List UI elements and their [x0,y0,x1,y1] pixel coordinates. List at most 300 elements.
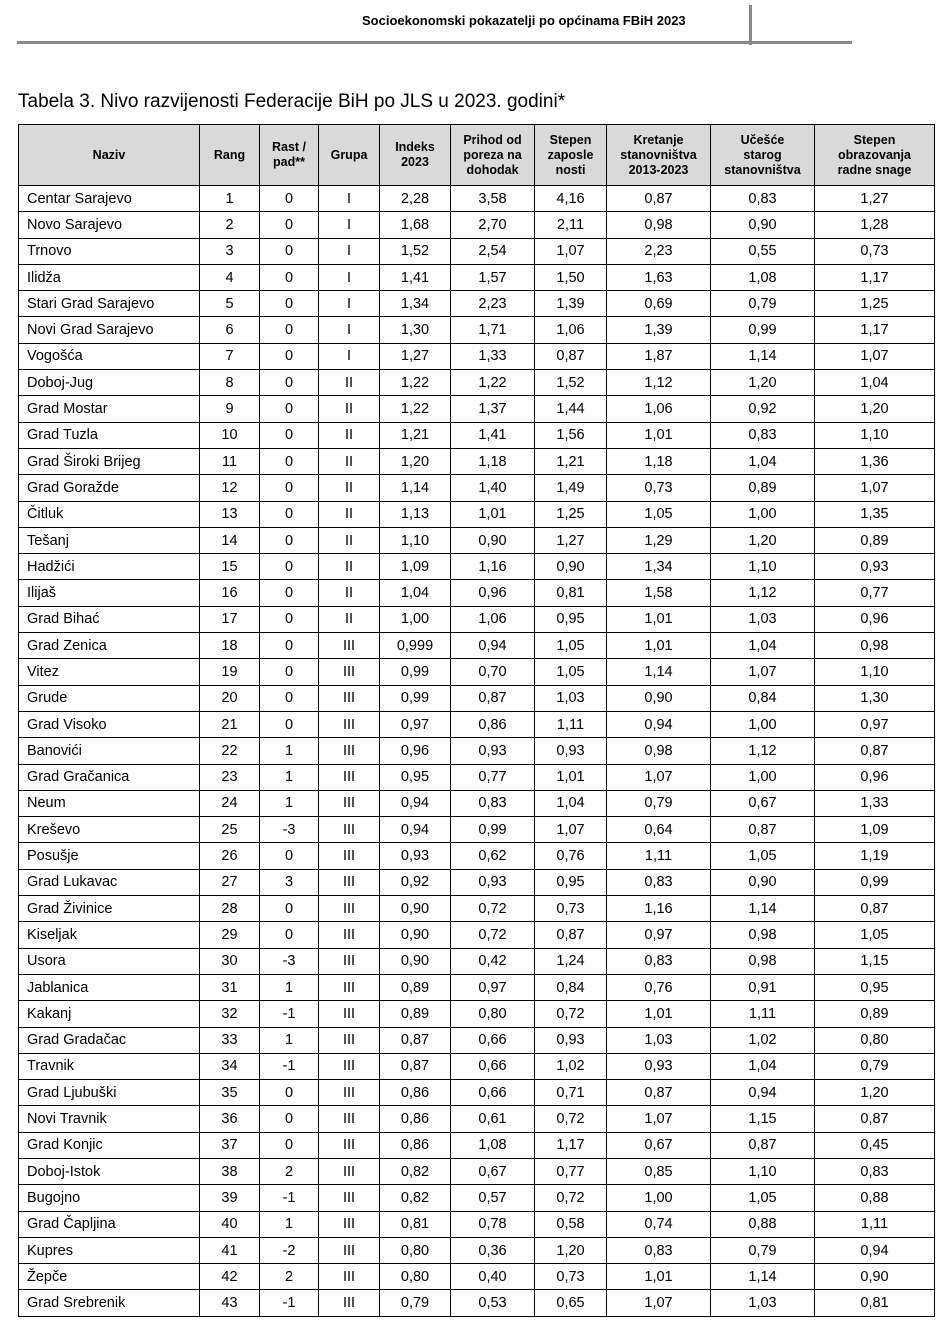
cell-kretanje: 1,39 [607,317,711,343]
cell-rast-pad: -1 [260,1185,319,1211]
cell-indeks: 2,28 [380,186,451,212]
cell-stepen-obrazovanja: 0,98 [815,633,935,659]
table-row [19,1001,935,1027]
column-header-col-rang [200,125,260,186]
cell-grupa: III [319,974,380,1000]
cell-naziv: Ilijaš [19,580,200,606]
cell-stepen-obrazovanja: 0,96 [815,606,935,632]
cell-rast-pad: 0 [260,1080,319,1106]
cell-stepen-zaposlenosti: 0,95 [535,869,607,895]
table-row [19,1053,935,1079]
cell-naziv: Grad Goražde [19,475,200,501]
cell-grupa: III [319,1053,380,1079]
cell-prihod: 0,93 [451,738,535,764]
cell-rast-pad: -1 [260,1053,319,1079]
cell-indeks: 0,89 [380,1001,451,1027]
column-header-line: stanovništva [724,162,801,177]
table-row [19,291,935,317]
cell-grupa: II [319,606,380,632]
cell-stepen-obrazovanja: 0,87 [815,896,935,922]
cell-naziv: Grad Zenica [19,633,200,659]
cell-ucesce: 0,87 [711,1132,815,1158]
cell-kretanje: 0,93 [607,1053,711,1079]
cell-prihod: 1,01 [451,501,535,527]
cell-prihod: 0,70 [451,659,535,685]
cell-stepen-obrazovanja: 1,20 [815,396,935,422]
cell-kretanje: 1,05 [607,501,711,527]
table-row [19,659,935,685]
cell-ucesce: 0,98 [711,922,815,948]
cell-prihod: 0,99 [451,817,535,843]
cell-prihod: 0,66 [451,1027,535,1053]
cell-prihod: 0,80 [451,1001,535,1027]
cell-kretanje: 1,14 [607,659,711,685]
cell-prihod: 1,16 [451,554,535,580]
table-row [19,711,935,737]
cell-grupa: III [319,817,380,843]
cell-stepen-zaposlenosti: 1,03 [535,685,607,711]
cell-kretanje: 0,90 [607,685,711,711]
cell-grupa: I [319,186,380,212]
column-header-line: Kretanje [633,132,684,147]
cell-rang: 18 [200,633,260,659]
cell-kretanje: 0,87 [607,186,711,212]
cell-stepen-obrazovanja: 1,33 [815,790,935,816]
table-row [19,869,935,895]
table-row [19,212,935,238]
cell-indeks: 1,34 [380,291,451,317]
cell-rang: 9 [200,396,260,422]
table-row [19,264,935,290]
cell-grupa: III [319,1080,380,1106]
cell-rang: 5 [200,291,260,317]
cell-ucesce: 1,02 [711,1027,815,1053]
column-header-line: 2023 [401,155,429,169]
column-header-line: Rast / [271,140,307,154]
cell-indeks: 1,30 [380,317,451,343]
cell-stepen-zaposlenosti: 1,06 [535,317,607,343]
table-row [19,1264,935,1290]
cell-grupa: II [319,448,380,474]
cell-indeks: 0,87 [380,1053,451,1079]
cell-stepen-zaposlenosti: 0,71 [535,1080,607,1106]
cell-stepen-obrazovanja: 0,81 [815,1290,935,1316]
cell-indeks: 0,90 [380,948,451,974]
cell-stepen-zaposlenosti: 0,73 [535,1264,607,1290]
cell-naziv: Novi Grad Sarajevo [19,317,200,343]
table-row [19,238,935,264]
cell-rang: 42 [200,1264,260,1290]
cell-stepen-obrazovanja: 0,87 [815,1106,935,1132]
column-header-line: Stepen [549,132,592,147]
cell-rang: 26 [200,843,260,869]
cell-stepen-zaposlenosti: 1,39 [535,291,607,317]
column-header-line: Rang [213,147,246,162]
cell-indeks: 1,68 [380,212,451,238]
cell-stepen-zaposlenosti: 0,84 [535,974,607,1000]
column-header-line: radne snage [837,162,912,177]
cell-rast-pad: 1 [260,1211,319,1237]
cell-indeks: 0,86 [380,1106,451,1132]
cell-stepen-obrazovanja: 1,05 [815,922,935,948]
cell-kretanje: 0,74 [607,1211,711,1237]
cell-grupa: III [319,711,380,737]
cell-stepen-obrazovanja: 1,11 [815,1211,935,1237]
cell-kretanje: 1,01 [607,1001,711,1027]
cell-rang: 10 [200,422,260,448]
column-header-col-stepen-obrazovanja [815,125,935,186]
cell-kretanje: 1,01 [607,633,711,659]
cell-indeks: 1,04 [380,580,451,606]
cell-kretanje: 0,83 [607,948,711,974]
cell-indeks: 1,21 [380,422,451,448]
cell-kretanje: 1,16 [607,896,711,922]
cell-ucesce: 0,79 [711,291,815,317]
cell-rang: 21 [200,711,260,737]
cell-naziv: Centar Sarajevo [19,186,200,212]
cell-rast-pad: 0 [260,212,319,238]
cell-indeks: 1,13 [380,501,451,527]
cell-rang: 2 [200,212,260,238]
cell-stepen-zaposlenosti: 1,24 [535,948,607,974]
table-row [19,448,935,474]
cell-rast-pad: 0 [260,633,319,659]
cell-stepen-zaposlenosti: 0,72 [535,1106,607,1132]
cell-stepen-obrazovanja: 0,96 [815,764,935,790]
cell-rang: 17 [200,606,260,632]
cell-stepen-obrazovanja: 0,77 [815,580,935,606]
cell-rast-pad: 0 [260,186,319,212]
cell-grupa: III [319,1237,380,1263]
cell-kretanje: 1,34 [607,554,711,580]
cell-rang: 30 [200,948,260,974]
column-header-col-kretanje [607,125,711,186]
cell-grupa: I [319,212,380,238]
cell-rast-pad: 0 [260,370,319,396]
table-row [19,896,935,922]
cell-prihod: 1,08 [451,1132,535,1158]
cell-stepen-obrazovanja: 1,10 [815,659,935,685]
cell-rast-pad: 0 [260,606,319,632]
cell-naziv: Doboj-Istok [19,1158,200,1184]
cell-naziv: Ilidža [19,264,200,290]
cell-kretanje: 1,01 [607,1264,711,1290]
cell-stepen-zaposlenosti: 0,81 [535,580,607,606]
table-row [19,580,935,606]
cell-rang: 7 [200,343,260,369]
cell-stepen-obrazovanja: 1,28 [815,212,935,238]
cell-ucesce: 0,89 [711,475,815,501]
cell-rast-pad: -3 [260,948,319,974]
table-row [19,422,935,448]
cell-naziv: Usora [19,948,200,974]
cell-kretanje: 1,58 [607,580,711,606]
cell-stepen-obrazovanja: 0,80 [815,1027,935,1053]
cell-grupa: I [319,264,380,290]
cell-stepen-obrazovanja: 0,90 [815,1264,935,1290]
cell-rang: 34 [200,1053,260,1079]
cell-stepen-zaposlenosti: 0,93 [535,738,607,764]
cell-ucesce: 1,10 [711,1158,815,1184]
cell-stepen-obrazovanja: 0,45 [815,1132,935,1158]
cell-rang: 20 [200,685,260,711]
cell-stepen-zaposlenosti: 1,44 [535,396,607,422]
cell-indeks: 1,22 [380,370,451,396]
cell-rast-pad: -3 [260,817,319,843]
cell-rast-pad: 0 [260,580,319,606]
cell-stepen-obrazovanja: 1,04 [815,370,935,396]
cell-ucesce: 1,10 [711,554,815,580]
cell-stepen-zaposlenosti: 1,20 [535,1237,607,1263]
cell-ucesce: 1,07 [711,659,815,685]
cell-prihod: 3,58 [451,186,535,212]
cell-ucesce: 0,67 [711,790,815,816]
cell-stepen-obrazovanja: 1,07 [815,343,935,369]
cell-indeks: 0,94 [380,790,451,816]
cell-naziv: Kreševo [19,817,200,843]
cell-ucesce: 0,99 [711,317,815,343]
table-row [19,317,935,343]
cell-grupa: III [319,1027,380,1053]
cell-naziv: Grad Bihać [19,606,200,632]
cell-grupa: III [319,1001,380,1027]
cell-ucesce: 1,20 [711,370,815,396]
cell-prihod: 0,67 [451,1158,535,1184]
cell-naziv: Neum [19,790,200,816]
cell-prihod: 0,66 [451,1080,535,1106]
cell-indeks: 0,93 [380,843,451,869]
table-row [19,764,935,790]
table-row [19,1185,935,1211]
cell-stepen-zaposlenosti: 1,56 [535,422,607,448]
table-row [19,1080,935,1106]
cell-ucesce: 0,90 [711,869,815,895]
cell-stepen-obrazovanja: 0,94 [815,1237,935,1263]
cell-grupa: II [319,501,380,527]
cell-indeks: 0,94 [380,817,451,843]
cell-naziv: Grad Tuzla [19,422,200,448]
cell-ucesce: 0,88 [711,1211,815,1237]
cell-stepen-obrazovanja: 0,89 [815,1001,935,1027]
column-header-col-prihod [451,125,535,186]
cell-rang: 22 [200,738,260,764]
cell-kretanje: 1,18 [607,448,711,474]
header-divider-vertical [749,5,752,45]
cell-ucesce: 0,83 [711,422,815,448]
cell-grupa: III [319,764,380,790]
cell-naziv: Travnik [19,1053,200,1079]
column-header-line: zaposle [547,147,594,162]
cell-stepen-obrazovanja: 0,87 [815,738,935,764]
table-row [19,817,935,843]
cell-prihod: 0,62 [451,843,535,869]
table-row [19,527,935,553]
cell-rast-pad: 0 [260,896,319,922]
cell-ucesce: 0,55 [711,238,815,264]
cell-naziv: Grad Visoko [19,711,200,737]
cell-prihod: 0,94 [451,633,535,659]
development-table [18,124,935,1317]
cell-rang: 11 [200,448,260,474]
cell-stepen-zaposlenosti: 0,76 [535,843,607,869]
cell-rang: 28 [200,896,260,922]
cell-kretanje: 0,67 [607,1132,711,1158]
cell-rast-pad: 0 [260,422,319,448]
cell-stepen-zaposlenosti: 4,16 [535,186,607,212]
cell-rast-pad: 0 [260,343,319,369]
cell-indeks: 1,00 [380,606,451,632]
cell-indeks: 0,86 [380,1132,451,1158]
cell-stepen-obrazovanja: 1,19 [815,843,935,869]
cell-prihod: 0,90 [451,527,535,553]
cell-naziv: Grad Gračanica [19,764,200,790]
cell-ucesce: 1,20 [711,527,815,553]
cell-stepen-zaposlenosti: 1,25 [535,501,607,527]
cell-rast-pad: 0 [260,264,319,290]
cell-stepen-obrazovanja: 1,36 [815,448,935,474]
cell-stepen-zaposlenosti: 1,04 [535,790,607,816]
cell-prihod: 0,40 [451,1264,535,1290]
cell-naziv: Jablanica [19,974,200,1000]
cell-prihod: 0,96 [451,580,535,606]
cell-stepen-obrazovanja: 0,88 [815,1185,935,1211]
cell-indeks: 0,82 [380,1158,451,1184]
cell-ucesce: 0,91 [711,974,815,1000]
cell-grupa: III [319,790,380,816]
column-header-line: dohodak [466,162,519,177]
table-row [19,738,935,764]
cell-naziv: Doboj-Jug [19,370,200,396]
cell-stepen-obrazovanja: 0,89 [815,527,935,553]
cell-ucesce: 1,00 [711,501,815,527]
cell-kretanje: 0,76 [607,974,711,1000]
cell-indeks: 1,41 [380,264,451,290]
cell-prihod: 0,83 [451,790,535,816]
cell-grupa: II [319,422,380,448]
cell-indeks: 1,27 [380,343,451,369]
cell-prihod: 0,87 [451,685,535,711]
cell-naziv: Kakanj [19,1001,200,1027]
cell-rang: 31 [200,974,260,1000]
cell-naziv: Vitez [19,659,200,685]
cell-ucesce: 0,98 [711,948,815,974]
cell-prihod: 1,06 [451,606,535,632]
cell-prihod: 1,18 [451,448,535,474]
cell-naziv: Grad Mostar [19,396,200,422]
cell-rang: 6 [200,317,260,343]
cell-stepen-zaposlenosti: 1,01 [535,764,607,790]
cell-naziv: Banovići [19,738,200,764]
cell-rang: 15 [200,554,260,580]
table-caption: Tabela 3. Nivo razvijenosti Federacije BiH po JLS u 2023. godini* [18,91,566,112]
cell-stepen-zaposlenosti: 1,21 [535,448,607,474]
cell-rang: 29 [200,922,260,948]
cell-prihod: 0,77 [451,764,535,790]
cell-indeks: 0,97 [380,711,451,737]
cell-rast-pad: 0 [260,843,319,869]
cell-naziv: Stari Grad Sarajevo [19,291,200,317]
table-row [19,554,935,580]
cell-grupa: III [319,869,380,895]
cell-naziv: Grad Ljubuški [19,1080,200,1106]
cell-stepen-zaposlenosti: 1,50 [535,264,607,290]
cell-prihod: 1,57 [451,264,535,290]
cell-kretanje: 0,79 [607,790,711,816]
cell-rang: 1 [200,186,260,212]
cell-rast-pad: 0 [260,1106,319,1132]
table-row [19,186,935,212]
table-row [19,685,935,711]
cell-grupa: II [319,370,380,396]
cell-kretanje: 1,00 [607,1185,711,1211]
cell-rast-pad: 0 [260,659,319,685]
cell-grupa: III [319,685,380,711]
column-header-col-stepen-zaposlenosti [535,125,607,186]
cell-kretanje: 0,73 [607,475,711,501]
cell-kretanje: 0,83 [607,1237,711,1263]
cell-indeks: 1,14 [380,475,451,501]
cell-stepen-zaposlenosti: 0,95 [535,606,607,632]
cell-grupa: I [319,317,380,343]
cell-stepen-zaposlenosti: 1,07 [535,817,607,843]
cell-rast-pad: 1 [260,738,319,764]
cell-rast-pad: 0 [260,527,319,553]
cell-grupa: I [319,238,380,264]
table-row [19,606,935,632]
cell-naziv: Čitluk [19,501,200,527]
cell-rast-pad: 0 [260,291,319,317]
cell-kretanje: 0,85 [607,1158,711,1184]
table-row [19,501,935,527]
cell-rang: 24 [200,790,260,816]
cell-ucesce: 1,15 [711,1106,815,1132]
cell-grupa: III [319,633,380,659]
cell-prihod: 0,61 [451,1106,535,1132]
cell-ucesce: 1,05 [711,843,815,869]
cell-ucesce: 1,00 [711,764,815,790]
cell-kretanje: 1,07 [607,1106,711,1132]
cell-ucesce: 1,12 [711,738,815,764]
cell-rast-pad: 0 [260,448,319,474]
cell-prihod: 0,72 [451,922,535,948]
header-divider-horizontal [17,41,852,44]
cell-rang: 3 [200,238,260,264]
table-row [19,948,935,974]
cell-kretanje: 1,03 [607,1027,711,1053]
cell-stepen-zaposlenosti: 0,77 [535,1158,607,1184]
cell-stepen-zaposlenosti: 0,72 [535,1185,607,1211]
cell-grupa: III [319,1211,380,1237]
column-header-line: nosti [555,162,586,177]
cell-stepen-obrazovanja: 0,79 [815,1053,935,1079]
cell-stepen-obrazovanja: 1,10 [815,422,935,448]
cell-grupa: III [319,948,380,974]
cell-ucesce: 1,00 [711,711,815,737]
cell-stepen-obrazovanja: 1,20 [815,1080,935,1106]
column-header-line: 2013-2023 [628,162,689,177]
column-header-line: Naziv [92,147,126,162]
cell-rast-pad: 0 [260,396,319,422]
cell-stepen-obrazovanja: 1,17 [815,264,935,290]
cell-ucesce: 1,14 [711,896,815,922]
cell-stepen-zaposlenosti: 1,27 [535,527,607,553]
cell-ucesce: 1,04 [711,448,815,474]
cell-grupa: III [319,659,380,685]
cell-rast-pad: 0 [260,475,319,501]
cell-stepen-obrazovanja: 1,35 [815,501,935,527]
cell-naziv: Grad Živinice [19,896,200,922]
cell-rast-pad: 0 [260,711,319,737]
